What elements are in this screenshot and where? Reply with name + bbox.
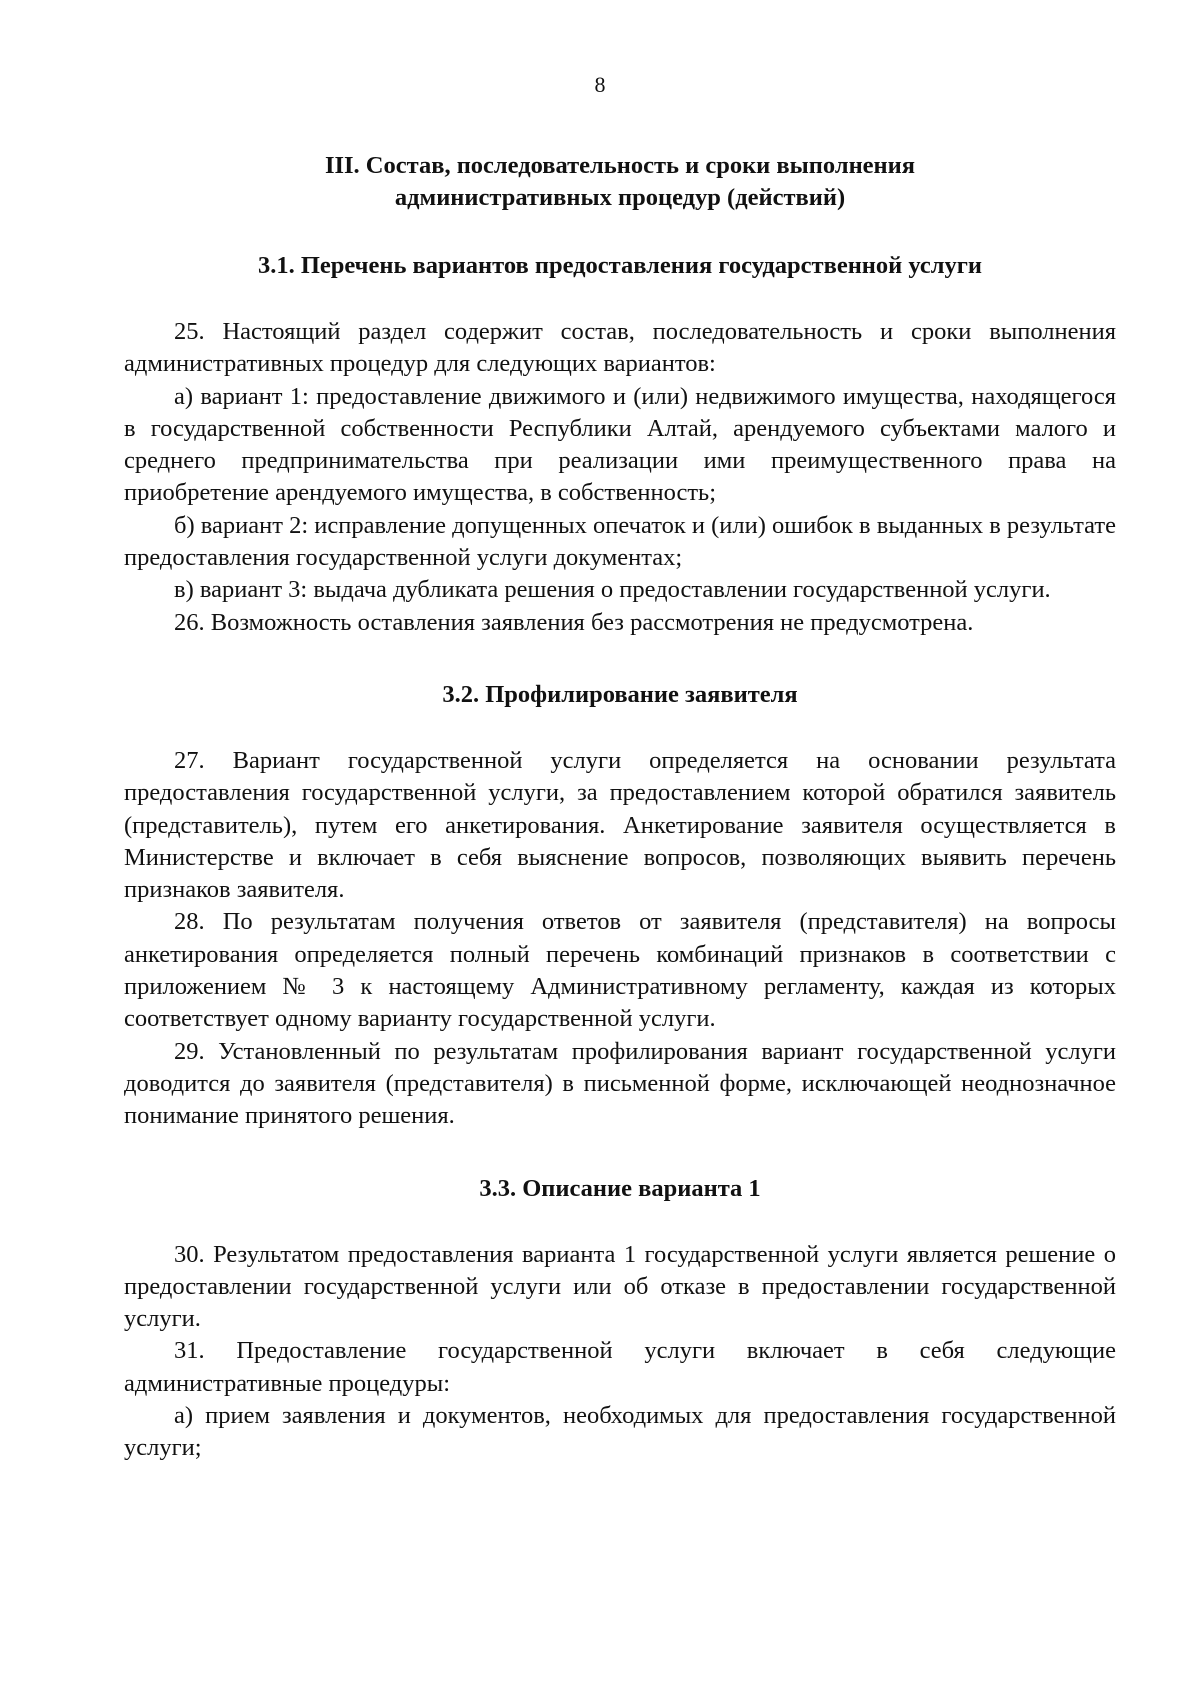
list-item-variant-2: б) вариант 2: исправление допущенных опечаток и (или) ошибок в выданных в результате предоставления государственной услуги документах;	[124, 511, 1116, 572]
spacer	[124, 639, 1116, 679]
section-title-line-2: административных процедур (действий)	[394, 184, 846, 211]
subsection-title-3-2: 3.2. Профилирование заявителя	[442, 680, 798, 708]
paragraph-28: 28. По результатам получения ответов от заявителя (представителя) на вопросы анкетирования определяется полный перечень комбинаций признаков в соответствии с приложением № 3 к настоящему Административному регламенту, каждая из которых соответствует одному варианту государственной услуги.	[124, 908, 1116, 1033]
subsection-title-3-1: 3.1. Перечень вариантов предоставления государственной услуги	[257, 252, 983, 279]
subsection-title-3-3: 3.3. Описание варианта 1	[479, 1174, 761, 1202]
document-body	[124, 150, 1116, 1465]
page-number: 8	[594, 72, 606, 97]
paragraph-27: 27. Вариант государственной услуги определяется на основании результата предоставления государственной услуги, за предоставлением которой обратился заявитель (представитель), путем его анкетирования. Анкетирование заявителя осуществляется в Министерстве и включает в себя выяснение вопросов, позволяющих выявить перечень признаков заявителя.	[124, 746, 1116, 904]
paragraph-25: 25. Настоящий раздел содержит состав, последовательность и сроки выполнения административных процедур для следующих вариантов:	[124, 318, 1116, 378]
paragraph-30: 30. Результатом предоставления варианта 1 государственной услуги является решение о предоставлении государственной услуги или об отказе в предоставлении государственной услуги.	[124, 1240, 1116, 1333]
list-item-procedure-a: а) прием заявления и документов, необходимых для предоставления государственной услуги;	[124, 1402, 1116, 1462]
section-title-line-1: III. Состав, последовательность и сроки выполнения	[324, 152, 916, 179]
section-title	[124, 150, 1116, 214]
paragraph-29: 29. Установленный по результатам профилирования вариант государственной услуги доводится до заявителя (представителя) в письменной форме, исключающей неоднозначное понимание принятого решения.	[124, 1037, 1116, 1130]
list-item-variant-1: а) вариант 1: предоставление движимого и (или) недвижимого имущества, находящегося в государственной собственности Республики Алтай, арендуемого субъектами малого и среднего предпринимательства при реализации ими преимущественного права на приобретение арендуемого имущества, в собственность;	[124, 382, 1116, 507]
list-item-variant-3: в) вариант 3: выдача дубликата решения о предоставлении государственной услуги.	[174, 576, 1051, 604]
paragraph-26: 26. Возможность оставления заявления без рассмотрения не предусмотрена.	[174, 608, 974, 636]
spacer	[124, 1133, 1116, 1173]
paragraph-31: 31. Предоставление государственной услуги включает в себя следующие административные процедуры:	[124, 1337, 1116, 1397]
